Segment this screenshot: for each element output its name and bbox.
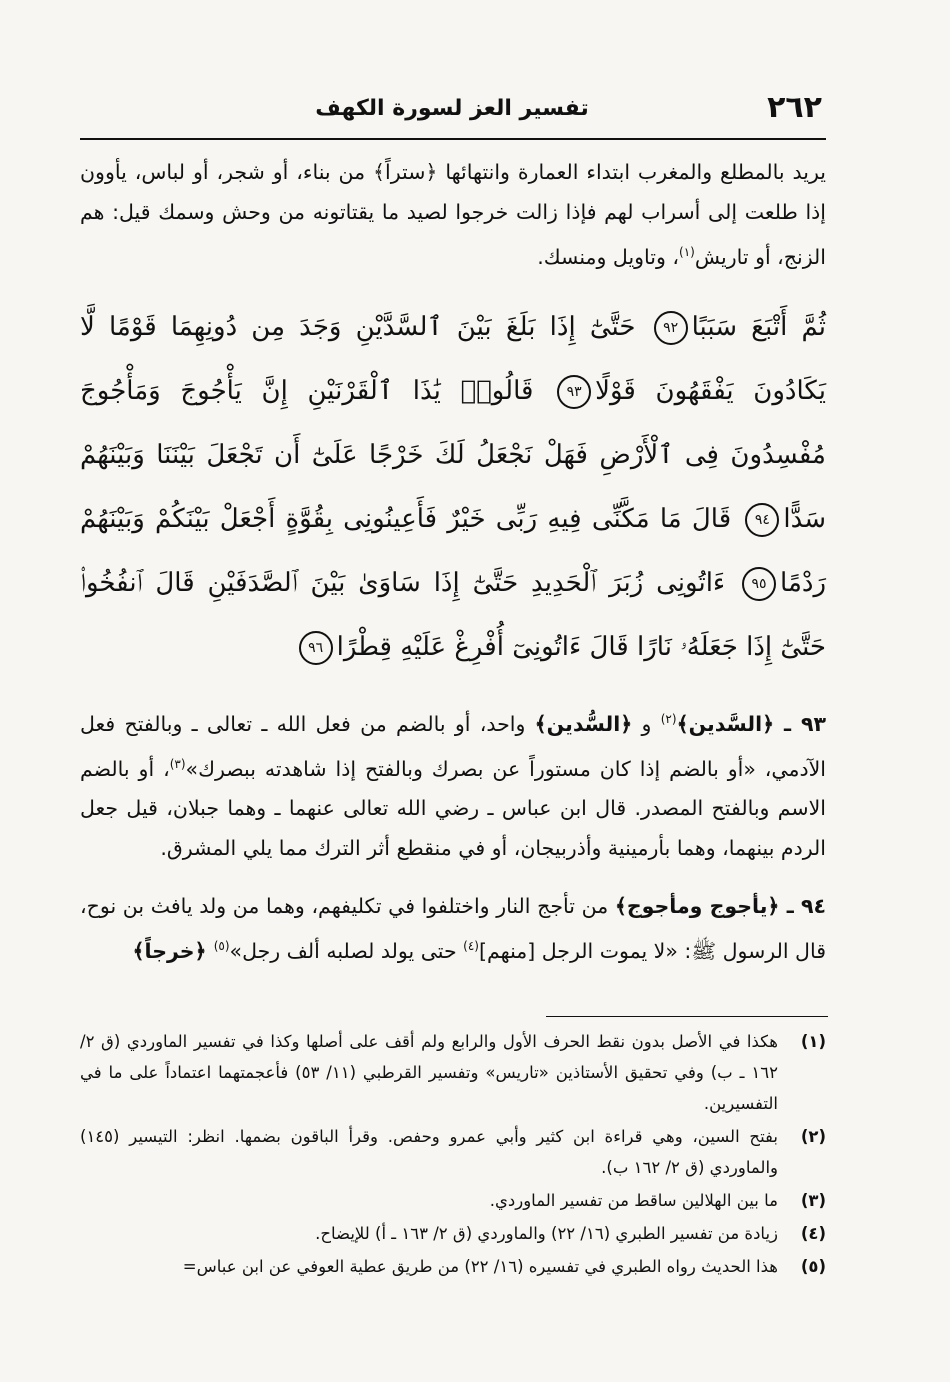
footnote	[80, 1185, 826, 1216]
verse-92-text: ثُمَّ أَتْبَعَ سَبَبًا	[691, 311, 826, 342]
commentary-93-text: واحد، أو بالضم من فعل الله ـ تعالى ـ وبالفتح فعل الآدمي، «أو بالضم إذا كان مستوراً عن بصرك وبالفتح إذا شاهدته ببصرك»	[80, 711, 826, 781]
page-body	[80, 152, 826, 989]
footnote-rule	[546, 1016, 828, 1017]
ayah-marker-95: ٩٥	[742, 567, 776, 601]
footnote-number: (١)	[800, 1032, 826, 1051]
intro-paragraph	[80, 152, 826, 277]
footnote	[80, 1218, 826, 1249]
header-rule	[80, 138, 826, 140]
footnote-number: (٢)	[800, 1127, 826, 1146]
footnote-ref-4: (٤)	[463, 939, 479, 954]
commentary-94-end: ﴿خرجاً﴾	[132, 939, 214, 964]
ayah-marker-94: ٩٤	[745, 503, 779, 537]
footnote-text: ما بين الهلالين ساقط من تفسير الماوردي.	[489, 1191, 778, 1210]
commentary-94-text: من تأجج النار واختلفوا في تكليفهم، وهما من ولد يافث بن نوح، قال الرسول ﷺ: «لا يموت الرجل [منهم]	[80, 894, 826, 964]
commentary-94-tail: حتى يولد لصلبه ألف رجل»	[229, 939, 464, 964]
commentary-93-mid: و	[632, 711, 661, 736]
footnote-number: (٤)	[800, 1224, 826, 1243]
ayah-marker-92: ٩٢	[654, 311, 688, 345]
footnote-ref-5: (٥)	[213, 939, 230, 954]
ayah-marker-93: ٩٣	[557, 375, 591, 409]
footnote-ref-2: (٢)	[660, 711, 677, 726]
commentary-93	[80, 699, 826, 869]
quran-verses	[80, 295, 826, 679]
running-title: تفسير العز لسورة الكهف	[315, 96, 589, 121]
footnote-ref-1: (١)	[679, 245, 695, 259]
footnote-text: هكذا في الأصل بدون نقط الحرف الأول والرابع ولم أقف على أصلها وكذا في تفسير الماوردي (ق ٢/ ١٦٢ ـ ب) وفي تحقيق الأستاذين «تاريس» وتفسير القرطبي (١١/ ٥٣) فأعجمتهما اعتماداً على ما في التفسيرين.	[80, 1032, 778, 1113]
commentary-93-lead2: ﴿السُّدين﴾	[534, 711, 633, 736]
commentary-94-lead: ٩٤ ـ ﴿يأجوج ومأجوج﴾	[614, 894, 826, 919]
intro-tail: ، وتاويل ومنسك.	[537, 244, 680, 269]
page-header	[82, 86, 822, 130]
footnote-number: (٥)	[800, 1257, 826, 1276]
footnote-text: هذا الحديث رواه الطبري في تفسيره (١٦/ ٢٢) من طريق عطية العوفي عن ابن عباس=	[182, 1257, 778, 1276]
verse-93-text: حَتَّىٰٓ إِذَا بَلَغَ بَيْنَ ٱلسَّدَّيْنِ وَجَدَ مِن دُونِهِمَا قَوْمًا لَّا يَكَادُونَ يَفْقَهُونَ قَوْلًا	[80, 311, 827, 406]
intro-text: يريد بالمطلع والمغرب ابتداء العمارة وانتهائها ﴿ستراً﴾ من بناء، أو شجر، أو لباس، يأوون إذا طلعت إلى أسراب لهم فإذا زالت خرجوا لصيد ما يقتاتونه من وحش وسمك قيل: هم الزنج، أو تاريش	[80, 160, 826, 269]
footnote	[80, 1026, 826, 1119]
verse-94-text: قَالُوا۟ يَٰذَا ٱلْقَرْنَيْنِ إِنَّ يَأْجُوجَ وَمَأْجُوجَ مُفْسِدُونَ فِى ٱلْأَرْضِ فَهَلْ نَجْعَلُ لَكَ خَرْجًا عَلَىٰٓ أَن تَجْعَلَ بَيْنَنَا وَبَيْنَهُمْ سَدًّا	[80, 375, 826, 534]
page-number: ٢٦٢	[767, 90, 822, 125]
footnote-number: (٣)	[800, 1191, 826, 1210]
commentary-94	[80, 886, 826, 971]
commentary-93-lead: ٩٣ ـ ﴿السَّدين﴾	[676, 711, 826, 736]
footnote	[80, 1121, 826, 1183]
footnote-text: زيادة من تفسير الطبري (١٦/ ٢٢) والماوردي (ق ٢/ ١٦٣ ـ أ) للإيضاح.	[315, 1224, 778, 1243]
commentary-93-tail: ، أو بالضم الاسم وبالفتح المصدر. قال ابن عباس ـ رضي الله تعالى عنهما ـ وهما جبلان، قيل جعل الردم بينهما، وهما بأرمينية وأذربيجان، أو في منقطع أثر الترك مما يلي المشرق.	[80, 756, 826, 861]
verse-96-text: ءَاتُونِى زُبَرَ ٱلْحَدِيدِ حَتَّىٰٓ إِذَا سَاوَىٰ بَيْنَ ٱلصَّدَفَيْنِ قَالَ ٱنفُخُوا۟ حَتَّىٰٓ إِذَا جَعَلَهُۥ نَارًا قَالَ ءَاتُونِىٓ أُفْرِغْ عَلَيْهِ قِطْرًا	[80, 567, 826, 662]
footnotes	[80, 1026, 826, 1284]
verse-95-text: قَالَ مَا مَكَّنِّى فِيهِ رَبِّى خَيْرٌ فَأَعِينُونِى بِقُوَّةٍ أَجْعَلْ بَيْنَكُمْ وَبَيْنَهُمْ رَدْمًا	[80, 503, 826, 598]
ayah-marker-96: ٩٦	[299, 631, 333, 665]
footnote-text: بفتح السين، وهي قراءة ابن كثير وأبي عمرو وحفص. وقرأ الباقون بضمها. انظر: التيسير (١٤٥) والماوردي (ق ٢/ ١٦٢ ب).	[80, 1127, 778, 1177]
footnote-ref-3: (٣)	[169, 756, 186, 771]
footnote	[80, 1251, 826, 1282]
